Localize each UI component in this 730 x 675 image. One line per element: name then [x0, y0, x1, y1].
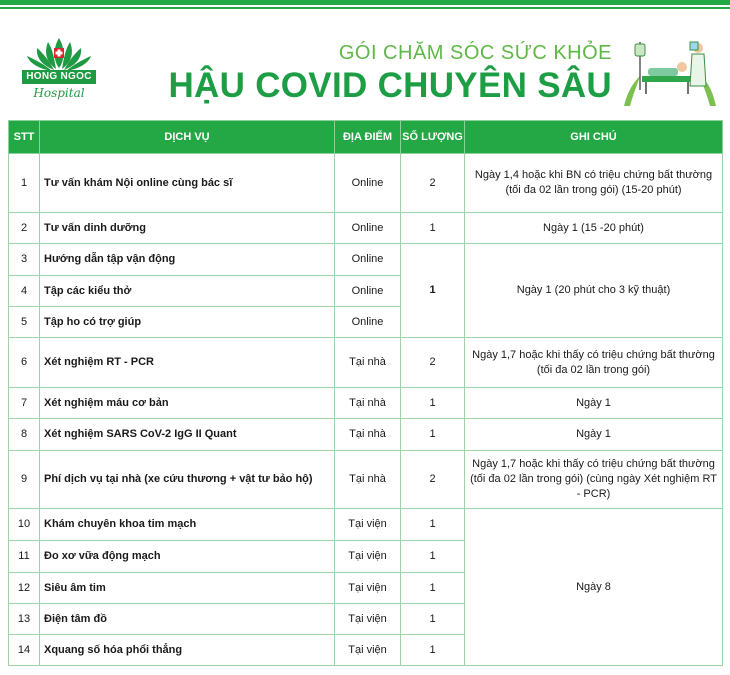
logo-script: Hospital [33, 86, 85, 100]
cell-stt: 6 [9, 338, 40, 388]
cell-quantity: 2 [401, 154, 465, 213]
cell-stt: 4 [9, 276, 40, 307]
cell-service: Tư vấn dinh dưỡng [40, 213, 335, 244]
cell-location: Online [335, 307, 401, 338]
cell-location: Online [335, 244, 401, 276]
table-row [9, 419, 723, 451]
package-subtitle: GÓI CHĂM SÓC SỨC KHỎE [338, 42, 612, 64]
header-stt: STT [9, 121, 40, 154]
cell-location: Tại nhà [335, 419, 401, 451]
logo-wordmark: HONG NGOC [22, 70, 96, 84]
cell-quantity: 1 [401, 509, 465, 541]
cell-service: Xét nghiệm SARS CoV-2 IgG II Quant [40, 419, 335, 451]
package-title: HẬU COVID CHUYÊN SÂU [168, 66, 612, 105]
cell-stt: 8 [9, 419, 40, 451]
cell-location: Tại viện [335, 635, 401, 666]
header-location: ĐỊA ĐIỂM [335, 121, 401, 154]
cell-note: Ngày 1,4 hoặc khi BN có triệu chứng bất thường (tối đa 02 lần trong gói) (15-20 phút) [465, 154, 723, 213]
cell-stt: 13 [9, 604, 40, 635]
cell-stt: 7 [9, 388, 40, 419]
top-accent-line [0, 7, 730, 9]
cell-location: Tại viện [335, 509, 401, 541]
cell-note-group: Ngày 1 (20 phút cho 3 kỹ thuật) [465, 244, 723, 338]
cell-service: Điện tâm đồ [40, 604, 335, 635]
cell-location: Tại viện [335, 541, 401, 573]
cell-note: Ngày 1,7 hoặc khi thấy có triệu chứng bất thường (tối đa 02 lần trong gói) [465, 338, 723, 388]
cell-quantity: 1 [401, 388, 465, 419]
cell-service: Hướng dẫn tập vận động [40, 244, 335, 276]
table-header-row [9, 121, 723, 154]
cell-note: Ngày 1 [465, 419, 723, 451]
cell-service: Tập ho có trợ giúp [40, 307, 335, 338]
cell-note-group: Ngày 8 [465, 509, 723, 666]
table-row [9, 388, 723, 419]
cell-stt: 14 [9, 635, 40, 666]
cell-note: Ngày 1,7 hoặc khi thấy có triệu chứng bất thường (tối đa 02 lần trong gói) (cùng ngày Xét nghiệm RT - PCR) [465, 451, 723, 509]
cell-service: Xquang số hóa phổi thẳng [40, 635, 335, 666]
cell-quantity-group: 1 [401, 244, 465, 338]
cell-quantity: 2 [401, 338, 465, 388]
cell-location: Online [335, 213, 401, 244]
header-quantity: SỐ LƯỢNG [401, 121, 465, 154]
header-service: DỊCH VỤ [40, 121, 335, 154]
cell-service: Tập các kiểu thở [40, 276, 335, 307]
table-row [9, 244, 723, 276]
medical-care-illustration-icon [620, 36, 720, 108]
cell-quantity: 1 [401, 541, 465, 573]
cell-service: Xét nghiệm RT - PCR [40, 338, 335, 388]
cell-location: Tại nhà [335, 338, 401, 388]
cell-stt: 10 [9, 509, 40, 541]
cell-service: Xét nghiệm máu cơ bản [40, 388, 335, 419]
cell-quantity: 1 [401, 604, 465, 635]
services-table [8, 120, 723, 666]
cell-location: Online [335, 154, 401, 213]
cell-service: Khám chuyên khoa tim mạch [40, 509, 335, 541]
table-row [9, 509, 723, 541]
cell-service: Phí dịch vụ tại nhà (xe cứu thương + vật tư bảo hộ) [40, 451, 335, 509]
table-row [9, 451, 723, 509]
table-row [9, 154, 723, 213]
cell-quantity: 1 [401, 213, 465, 244]
header-note: GHI CHÚ [465, 121, 723, 154]
cell-location: Tại nhà [335, 388, 401, 419]
cell-service: Tư vấn khám Nội online cùng bác sĩ [40, 154, 335, 213]
cell-note: Ngày 1 [465, 388, 723, 419]
cell-quantity: 2 [401, 451, 465, 509]
cell-stt: 1 [9, 154, 40, 213]
cell-quantity: 1 [401, 635, 465, 666]
table-row [9, 213, 723, 244]
cell-location: Online [335, 276, 401, 307]
cell-stt: 3 [9, 244, 40, 276]
cell-stt: 5 [9, 307, 40, 338]
cell-stt: 9 [9, 451, 40, 509]
cell-quantity: 1 [401, 573, 465, 604]
cell-stt: 12 [9, 573, 40, 604]
cell-location: Tại nhà [335, 451, 401, 509]
cell-service: Siêu âm tim [40, 573, 335, 604]
cell-location: Tại viện [335, 573, 401, 604]
top-accent-bar [0, 0, 730, 5]
cell-quantity: 1 [401, 419, 465, 451]
cell-stt: 2 [9, 213, 40, 244]
cell-stt: 11 [9, 541, 40, 573]
cell-service: Đo xơ vữa động mạch [40, 541, 335, 573]
cell-note: Ngày 1 (15 -20 phút) [465, 213, 723, 244]
table-row [9, 338, 723, 388]
cell-location: Tại viện [335, 604, 401, 635]
